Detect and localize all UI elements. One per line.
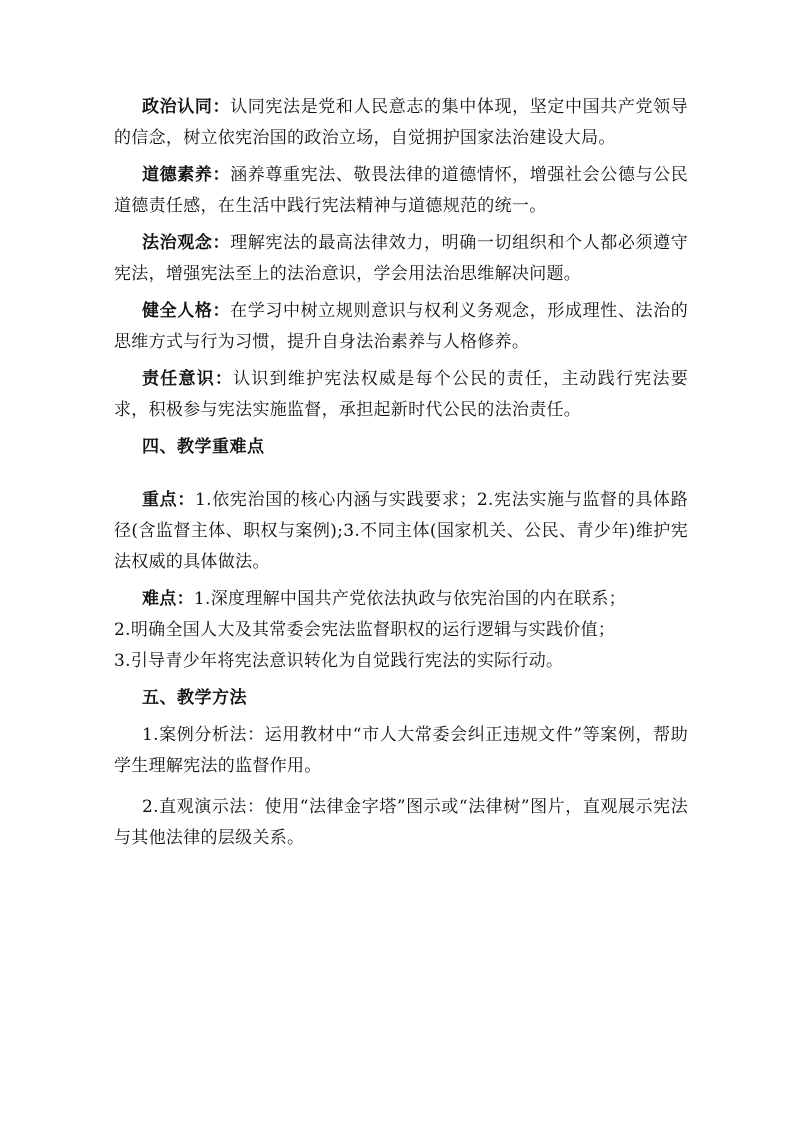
- literacy-political: [114, 92, 688, 154]
- literacy-text: 理解宪法的最高法律效力，明确一切组织和个人都必须遵守宪法，增强宪法至上的法治意识，学会用法治思维解决问题。: [114, 233, 688, 284]
- method-visual-demo: 2.直观演示法：使用“法律金字塔”图示或“法律树”图片，直观展示宪法与其他法律的层级关系。: [114, 797, 688, 848]
- literacy-text: 在学习中树立规则意识与权利义务观念，形成理性、法治的思维方式与行为习惯，提升自身法治素养与人格修养。: [114, 301, 688, 352]
- difficult-points-line-3: 3.引导青少年将宪法意识转化为自觉践行宪法的实际行动。: [114, 651, 564, 671]
- section-heading-methods: 五、教学方法: [142, 688, 247, 708]
- document-page: [114, 92, 688, 854]
- difficult-points-line-2: 2.明确全国人大及其常委会宪法监督职权的运行逻辑与实践价值；: [114, 620, 616, 640]
- literacy-moral: [114, 160, 688, 222]
- literacy-text: 认同宪法是党和人民意志的集中体现，坚定中国共产党领导的信念，树立依宪治国的政治立场，自觉拥护国家法治建设大局。: [114, 97, 688, 148]
- literacy-label: 道德素养：: [142, 165, 231, 185]
- literacy-label: 政治认同：: [142, 97, 231, 117]
- literacy-rule-of-law: [114, 228, 688, 290]
- difficult-label: 难点：: [142, 589, 194, 609]
- literacy-label: 法治观念：: [142, 233, 231, 253]
- literacy-responsibility: [114, 364, 688, 426]
- literacy-text: 认识到维护宪法权威是每个公民的责任，主动践行宪法要求，积极参与宪法实施监督，承担起新时代公民的法治责任。: [114, 369, 688, 420]
- literacy-text: 涵养尊重宪法、敬畏法律的道德情怀，增强社会公德与公民道德责任感，在生活中践行宪法精神与道德规范的统一。: [114, 165, 688, 216]
- section-heading-key-points: 四、教学重难点: [142, 437, 265, 457]
- literacy-label: 责任意识：: [142, 369, 234, 389]
- method-case-analysis: 1.案例分析法：运用教材中“市人大常委会纠正违规文件”等案例，帮助学生理解宪法的监督作用。: [114, 725, 688, 776]
- literacy-label: 健全人格：: [142, 301, 231, 321]
- key-label: 重点：: [142, 490, 196, 510]
- difficult-text: 1.深度理解中国共产党依法执政与依宪治国的内在联系；: [193, 589, 626, 609]
- key-points-paragraph: [114, 485, 688, 578]
- difficult-points-line-1: [114, 584, 688, 615]
- literacy-personality: [114, 296, 688, 358]
- key-text: 1.依宪治国的核心内涵与实践要求；2.宪法实施与监督的具体路径(含监督主体、职权与案例);3.不同主体(国家机关、公民、青少年)维护宪法权威的具体做法。: [114, 490, 688, 572]
